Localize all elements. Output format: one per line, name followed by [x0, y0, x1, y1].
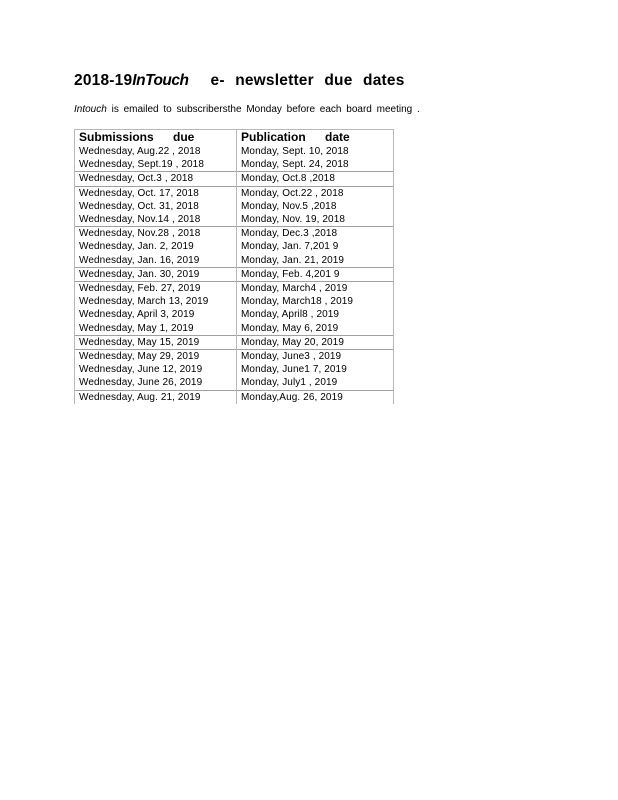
table-row: [75, 308, 394, 321]
publication-date: Monday, Jan. 21, 2019: [237, 254, 394, 268]
publication-date: Monday, Dec.3 ,2018: [237, 227, 394, 241]
table-row: [75, 254, 394, 268]
submission-date: Wednesday, June 12, 2019: [75, 363, 237, 376]
submission-date: Wednesday, Feb. 27, 2019: [75, 282, 237, 296]
publication-date: Monday, Sept. 10, 2018: [237, 145, 394, 158]
table-row: [75, 227, 394, 241]
submission-date: Wednesday, May 15, 2019: [75, 335, 237, 349]
publication-date: Monday, June3 , 2019: [237, 350, 394, 364]
table-row: [75, 282, 394, 296]
publication-date: Monday, Sept. 24, 2018: [237, 158, 394, 172]
table-row: [75, 267, 394, 281]
header-publication: Publication date: [237, 130, 394, 146]
table-row: [75, 350, 394, 364]
table-row: [75, 376, 394, 390]
submission-date: Wednesday, May 29, 2019: [75, 350, 237, 364]
table-row: [75, 363, 394, 376]
due-dates-table: [74, 129, 394, 404]
submission-date: Wednesday, April 3, 2019: [75, 308, 237, 321]
submission-date: Wednesday, Aug. 21, 2019: [75, 390, 237, 404]
page-title: [74, 72, 405, 90]
table-row: [75, 172, 394, 186]
submission-date: Wednesday, Nov.28 , 2018: [75, 227, 237, 241]
submission-date: Wednesday, Jan. 16, 2019: [75, 254, 237, 268]
table-row: [75, 322, 394, 336]
table-row: [75, 186, 394, 200]
publication-date: Monday, Oct.22 , 2018: [237, 186, 394, 200]
table-row: [75, 158, 394, 172]
table-row: [75, 200, 394, 213]
submission-date: Wednesday, Oct.3 , 2018: [75, 172, 237, 186]
submission-date: Wednesday, Oct. 31, 2018: [75, 200, 237, 213]
submission-date: Wednesday, Jan. 2, 2019: [75, 240, 237, 253]
header-submissions: Submissions due: [75, 130, 237, 146]
publication-date: Monday, Feb. 4,201 9: [237, 267, 394, 281]
publication-date: Monday, March18 , 2019: [237, 295, 394, 308]
submission-date: Wednesday, Nov.14 , 2018: [75, 213, 237, 227]
publication-date: Monday, July1 , 2019: [237, 376, 394, 390]
table-row: [75, 213, 394, 227]
table-row: [75, 390, 394, 404]
table-row: [75, 335, 394, 349]
table-row: [75, 240, 394, 253]
publication-date: Monday,Aug. 26, 2019: [237, 390, 394, 404]
publication-date: Monday, Nov. 19, 2018: [237, 213, 394, 227]
publication-date: Monday, March4 , 2019: [237, 282, 394, 296]
publication-date: Monday, April8 , 2019: [237, 308, 394, 321]
publication-date: Monday, Nov.5 ,2018: [237, 200, 394, 213]
submission-date: Wednesday, Sept.19 , 2018: [75, 158, 237, 172]
intro-brand: Intouch: [74, 104, 107, 115]
submission-date: Wednesday, Oct. 17, 2018: [75, 186, 237, 200]
intro-text: is emailed to subscribersthe Monday before each board meeting .: [106, 104, 420, 115]
intro-line: [74, 104, 420, 115]
table-header-row: [75, 130, 394, 146]
title-brand: InTouch: [132, 72, 189, 89]
submission-date: Wednesday, March 13, 2019: [75, 295, 237, 308]
submission-date: Wednesday, Aug.22 , 2018: [75, 145, 237, 158]
submission-date: Wednesday, Jan. 30, 2019: [75, 267, 237, 281]
publication-date: Monday, Jan. 7,201 9: [237, 240, 394, 253]
submission-date: Wednesday, June 26, 2019: [75, 376, 237, 390]
publication-date: Monday, June1 7, 2019: [237, 363, 394, 376]
title-year: 2018-19: [74, 72, 133, 89]
title-rest: e- newsletter due dates: [210, 72, 405, 89]
publication-date: Monday, May 20, 2019: [237, 335, 394, 349]
table-row: [75, 295, 394, 308]
publication-date: Monday, May 6, 2019: [237, 322, 394, 336]
submission-date: Wednesday, May 1, 2019: [75, 322, 237, 336]
publication-date: Monday, Oct.8 ,2018: [237, 172, 394, 186]
table-row: [75, 145, 394, 158]
